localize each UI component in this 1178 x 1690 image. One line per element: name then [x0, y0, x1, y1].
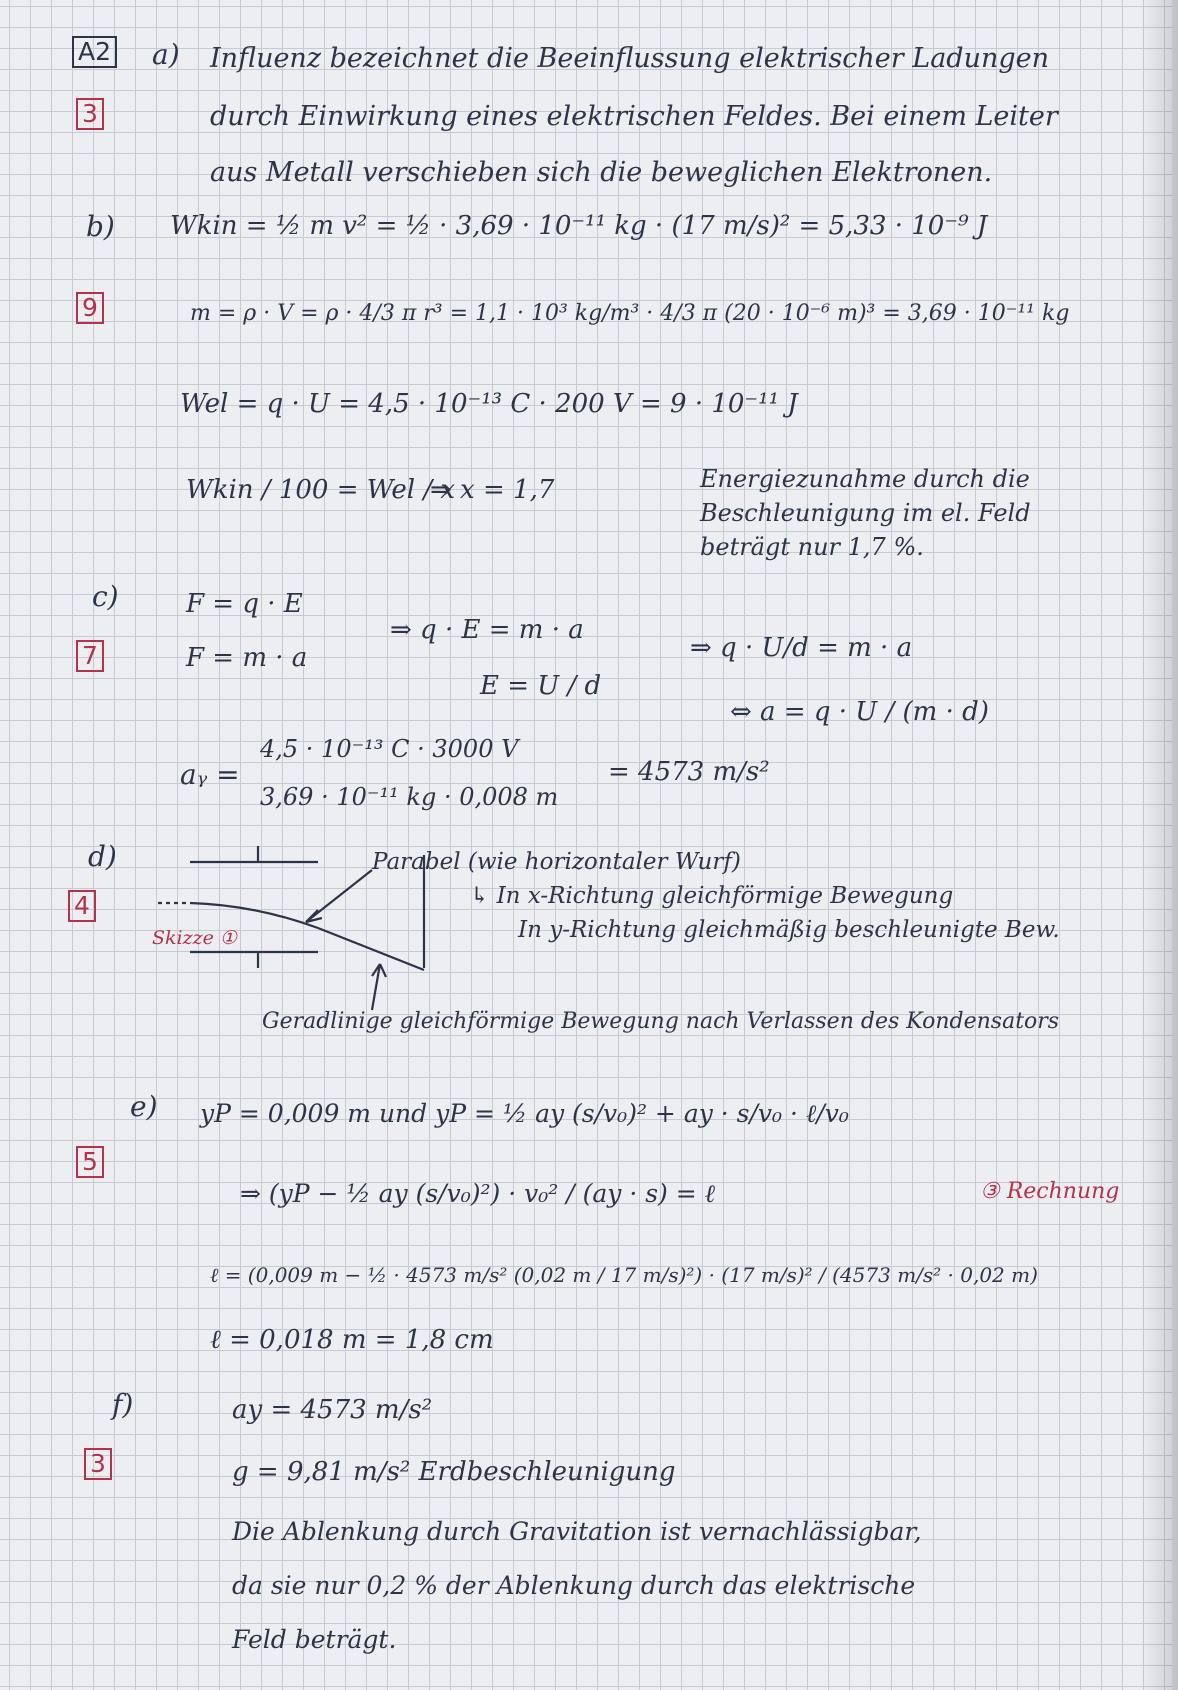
conclusion-line-3: Feld beträgt. — [232, 1625, 397, 1654]
gravity-line: g = 9,81 m/s² Erdbeschleunigung — [232, 1457, 676, 1487]
force-step-2: ⇒ q · U/d = m · a — [690, 633, 913, 663]
conclusion-line-2: da sie nur 0,2 % der Ablenkung durch das elektrische — [232, 1571, 916, 1600]
field-definition: E = U / d — [480, 671, 602, 701]
straight-motion-note: Geradlinige gleichförmige Bewegung nach Verlassen des Kondensators — [262, 1009, 1060, 1034]
part-d-label: d) — [88, 840, 117, 873]
part-b-label: b) — [86, 210, 115, 243]
kinetic-energy-line: Wkin = ½ m v² = ½ · 3,69 · 10⁻¹¹ kg · (17 m/s)² = 5,33 · 10⁻⁹ J — [170, 211, 988, 241]
acceleration-denominator: 3,69 · 10⁻¹¹ kg · 0,008 m — [260, 783, 559, 811]
mass-line: m = ρ · V = ρ · 4/3 π r³ = 1,1 · 10³ kg/m³ · 4/3 π (20 · 10⁻⁶ m)³ = 3,69 · 10⁻¹¹ kg — [190, 301, 1070, 326]
sketch-label: Skizze ① — [152, 927, 237, 949]
points-box-a: 3 — [76, 98, 104, 130]
points-box-c: 7 — [76, 640, 104, 672]
deflection-line-1: yP = 0,009 m und yP = ½ ay (s/v₀)² + ay · s/v₀ · ℓ/v₀ — [200, 1099, 849, 1128]
energy-note-1: Energiezunahme durch die — [700, 465, 1030, 493]
parabola-arrow — [306, 870, 372, 922]
electric-energy-line: Wel = q · U = 4,5 · 10⁻¹³ C · 200 V = 9 · 10⁻¹¹ J — [180, 389, 798, 419]
points-box-b: 9 — [76, 292, 104, 324]
straight-path — [318, 928, 424, 970]
energy-note-2: Beschleunigung im el. Feld — [700, 499, 1031, 527]
calculation-note: ③ Rechnung — [980, 1179, 1120, 1204]
part-f-label: f) — [112, 1388, 134, 1421]
parabola-note: Parabel (wie horizontaler Wurf) — [372, 849, 741, 875]
acceleration-symbol: aᵧ = — [180, 758, 240, 791]
y-direction-note: In y-Richtung gleichmäßig beschleunigte Bew. — [518, 917, 1060, 943]
acceleration-result: = 4573 m/s² — [608, 757, 770, 787]
deflection-line-2: ⇒ (yP − ½ ay (s/v₀)²) · v₀² / (ay · s) = ℓ — [240, 1179, 716, 1208]
task-label-box: A2 — [72, 36, 117, 68]
force-equation-2: F = m · a — [186, 643, 308, 673]
points-box-d: 4 — [68, 890, 96, 922]
deflection-line-4: ℓ = 0,018 m = 1,8 cm — [210, 1325, 494, 1355]
force-step-1: ⇒ q · E = m · a — [390, 615, 584, 645]
acceleration-numerator: 4,5 · 10⁻¹³ C · 3000 V — [260, 735, 519, 763]
part-a-line-1: Influenz bezeichnet die Beeinflussung elektrischer Ladungen — [210, 43, 1050, 74]
points-box-e: 5 — [76, 1146, 104, 1178]
deflection-line-3: ℓ = (0,009 m − ½ · 4573 m/s² (0,02 m / 17 m/s)²) · (17 m/s)² / (4573 m/s² · 0,02 m) — [210, 1263, 1038, 1287]
part-a-line-2: durch Einwirkung eines elektrischen Feldes. Bei einem Leiter — [210, 101, 1058, 132]
ratio-equation: Wkin / 100 = Wel / x — [186, 475, 456, 505]
parabolic-path — [190, 903, 318, 928]
acceleration-recap: ay = 4573 m/s² — [232, 1395, 433, 1425]
part-a-label: a) — [152, 38, 180, 71]
points-box-f: 3 — [84, 1448, 112, 1480]
ratio-result: ⇒ x = 1,7 — [430, 475, 555, 505]
conclusion-line-1: Die Ablenkung durch Gravitation ist vernachlässigbar, — [232, 1517, 922, 1546]
acceleration-formula: ⇔ a = q · U / (m · d) — [730, 697, 989, 727]
energy-note-3: beträgt nur 1,7 %. — [700, 533, 924, 561]
force-equation-1: F = q · E — [186, 589, 303, 619]
part-a-line-3: aus Metall verschieben sich die beweglichen Elektronen. — [210, 157, 993, 188]
part-c-label: c) — [92, 580, 119, 613]
part-e-label: e) — [130, 1090, 158, 1123]
x-direction-note: ↳ In x-Richtung gleichförmige Bewegung — [470, 883, 954, 909]
